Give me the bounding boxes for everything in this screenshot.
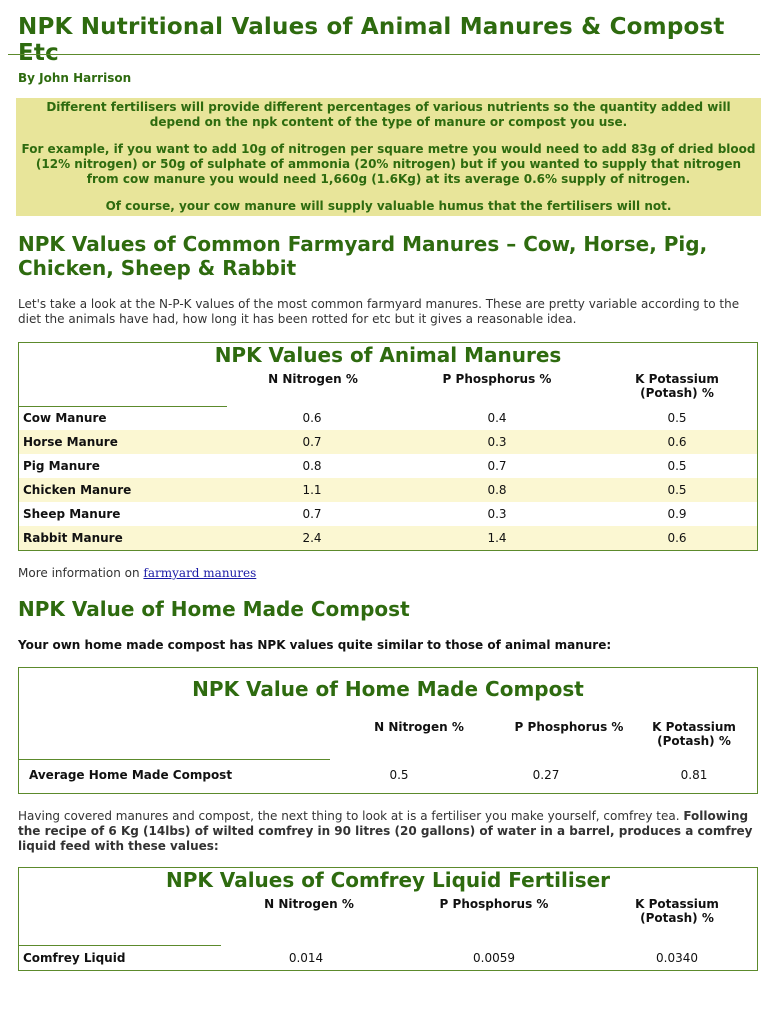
- table-row: [19, 946, 757, 970]
- potassium-value: 0.81: [680, 768, 708, 782]
- more-info-line: [18, 566, 753, 581]
- col-header-phosphorus: P Phosphorus %: [514, 720, 624, 734]
- table-row: [19, 454, 757, 478]
- potassium-value: 0.6: [667, 531, 687, 545]
- row-label: Horse Manure: [23, 435, 118, 449]
- manure-table-title: NPK Values of Animal Manures: [214, 343, 562, 367]
- col-header-phosphorus: P Phosphorus %: [439, 897, 549, 911]
- row-label: Rabbit Manure: [23, 531, 123, 545]
- row-label: Sheep Manure: [23, 507, 121, 521]
- col-header-nitrogen: N Nitrogen %: [268, 372, 358, 386]
- row-label: Chicken Manure: [23, 483, 132, 497]
- potassium-value: 0.5: [667, 459, 687, 473]
- nitrogen-value: 2.4: [302, 531, 322, 545]
- comfrey-intro-text: [18, 809, 753, 854]
- nitrogen-value: 0.7: [302, 507, 322, 521]
- nitrogen-value: 0.014: [288, 951, 324, 965]
- col-header-nitrogen: N Nitrogen %: [264, 897, 354, 911]
- phosphorus-value: 0.3: [487, 507, 507, 521]
- table-row: [19, 478, 757, 502]
- farmyard-manures-link[interactable]: farmyard manures: [143, 566, 257, 580]
- intro-paragraph-1: Different fertilisers will provide different percentages of various nutrients so the quantity added will depend on the npk content of the type of manure or compost you use.: [46, 100, 731, 129]
- more-info-text: More information on: [18, 566, 140, 580]
- phosphorus-value: 0.3: [487, 435, 507, 449]
- table-row: [19, 502, 757, 526]
- compost-table: [18, 667, 758, 794]
- col-header-phosphorus: P Phosphorus %: [442, 372, 552, 386]
- comfrey-intro-bold: Following the recipe of 6 Kg (14lbs) of wilted comfrey in 90 litres (20 gallons) of water in a barrel, produces a comfrey liquid feed with these values:: [18, 809, 753, 853]
- nitrogen-value: 1.1: [302, 483, 322, 497]
- row-label: Cow Manure: [23, 411, 107, 425]
- table-row: [19, 526, 757, 550]
- manures-intro-text: Let's take a look at the N-P-K values of the most common farmyard manures. These are pretty variable according to the diet the animals have had, how long it has been rotted for etc but it gives a reasonable idea.: [18, 297, 740, 326]
- potassium-value: 0.0340: [656, 951, 698, 965]
- table-row: [19, 763, 757, 787]
- comfrey-table-title: NPK Values of Comfrey Liquid Fertiliser: [165, 868, 611, 892]
- phosphorus-value: 1.4: [487, 531, 507, 545]
- col-header-potassium: K Potassium (Potash) %: [635, 897, 719, 925]
- phosphorus-value: 0.7: [487, 459, 507, 473]
- phosphorus-value: 0.27: [532, 768, 560, 782]
- page-title: NPK Nutritional Values of Animal Manures & Compost Etc: [18, 14, 725, 66]
- header-divider: [19, 759, 330, 760]
- author-byline: By John Harrison: [18, 71, 132, 85]
- table-row: [19, 430, 757, 454]
- potassium-value: 0.9: [667, 507, 687, 521]
- potassium-value: 0.6: [667, 435, 687, 449]
- intro-paragraph-3: Of course, your cow manure will supply valuable humus that the fertilisers will not.: [105, 199, 672, 213]
- manures-heading: NPK Values of Common Farmyard Manures – Cow, Horse, Pig, Chicken, Sheep & Rabbit: [18, 232, 708, 280]
- intro-paragraph-2: For example, if you want to add 10g of nitrogen per square metre you would need to add 83g of dried blood (12% nitrogen) or 50g of sulphate of ammonia (20% nitrogen) but if you wanted to supply that nitrogen from cow manure you would need 1,660g (1.6Kg) at its average 0.6% supply of nitrogen.: [21, 142, 756, 186]
- nitrogen-value: 0.6: [302, 411, 322, 425]
- col-header-potassium: K Potassium (Potash) %: [652, 720, 736, 748]
- nitrogen-value: 0.5: [389, 768, 409, 782]
- intro-box: [16, 98, 761, 216]
- table-row: [19, 406, 757, 430]
- title-divider: [8, 54, 760, 55]
- manure-table: [18, 342, 758, 551]
- compost-table-title: NPK Value of Home Made Compost: [192, 677, 584, 701]
- row-label: Average Home Made Compost: [29, 768, 233, 782]
- compost-intro-text: Your own home made compost has NPK values quite similar to those of animal manure:: [18, 638, 612, 652]
- potassium-value: 0.5: [667, 411, 687, 425]
- col-header-nitrogen: N Nitrogen %: [374, 720, 464, 734]
- row-label: Pig Manure: [23, 459, 100, 473]
- phosphorus-value: 0.0059: [473, 951, 515, 965]
- comfrey-table: [18, 867, 758, 971]
- comfrey-intro-plain: Having covered manures and compost, the next thing to look at is a fertiliser you make yourself, comfrey tea.: [18, 809, 680, 823]
- nitrogen-value: 0.8: [302, 459, 322, 473]
- col-header-potassium: K Potassium (Potash) %: [635, 372, 719, 400]
- compost-heading: NPK Value of Home Made Compost: [18, 597, 410, 621]
- potassium-value: 0.5: [667, 483, 687, 497]
- phosphorus-value: 0.8: [487, 483, 507, 497]
- row-label: Comfrey Liquid: [23, 951, 126, 965]
- nitrogen-value: 0.7: [302, 435, 322, 449]
- phosphorus-value: 0.4: [487, 411, 507, 425]
